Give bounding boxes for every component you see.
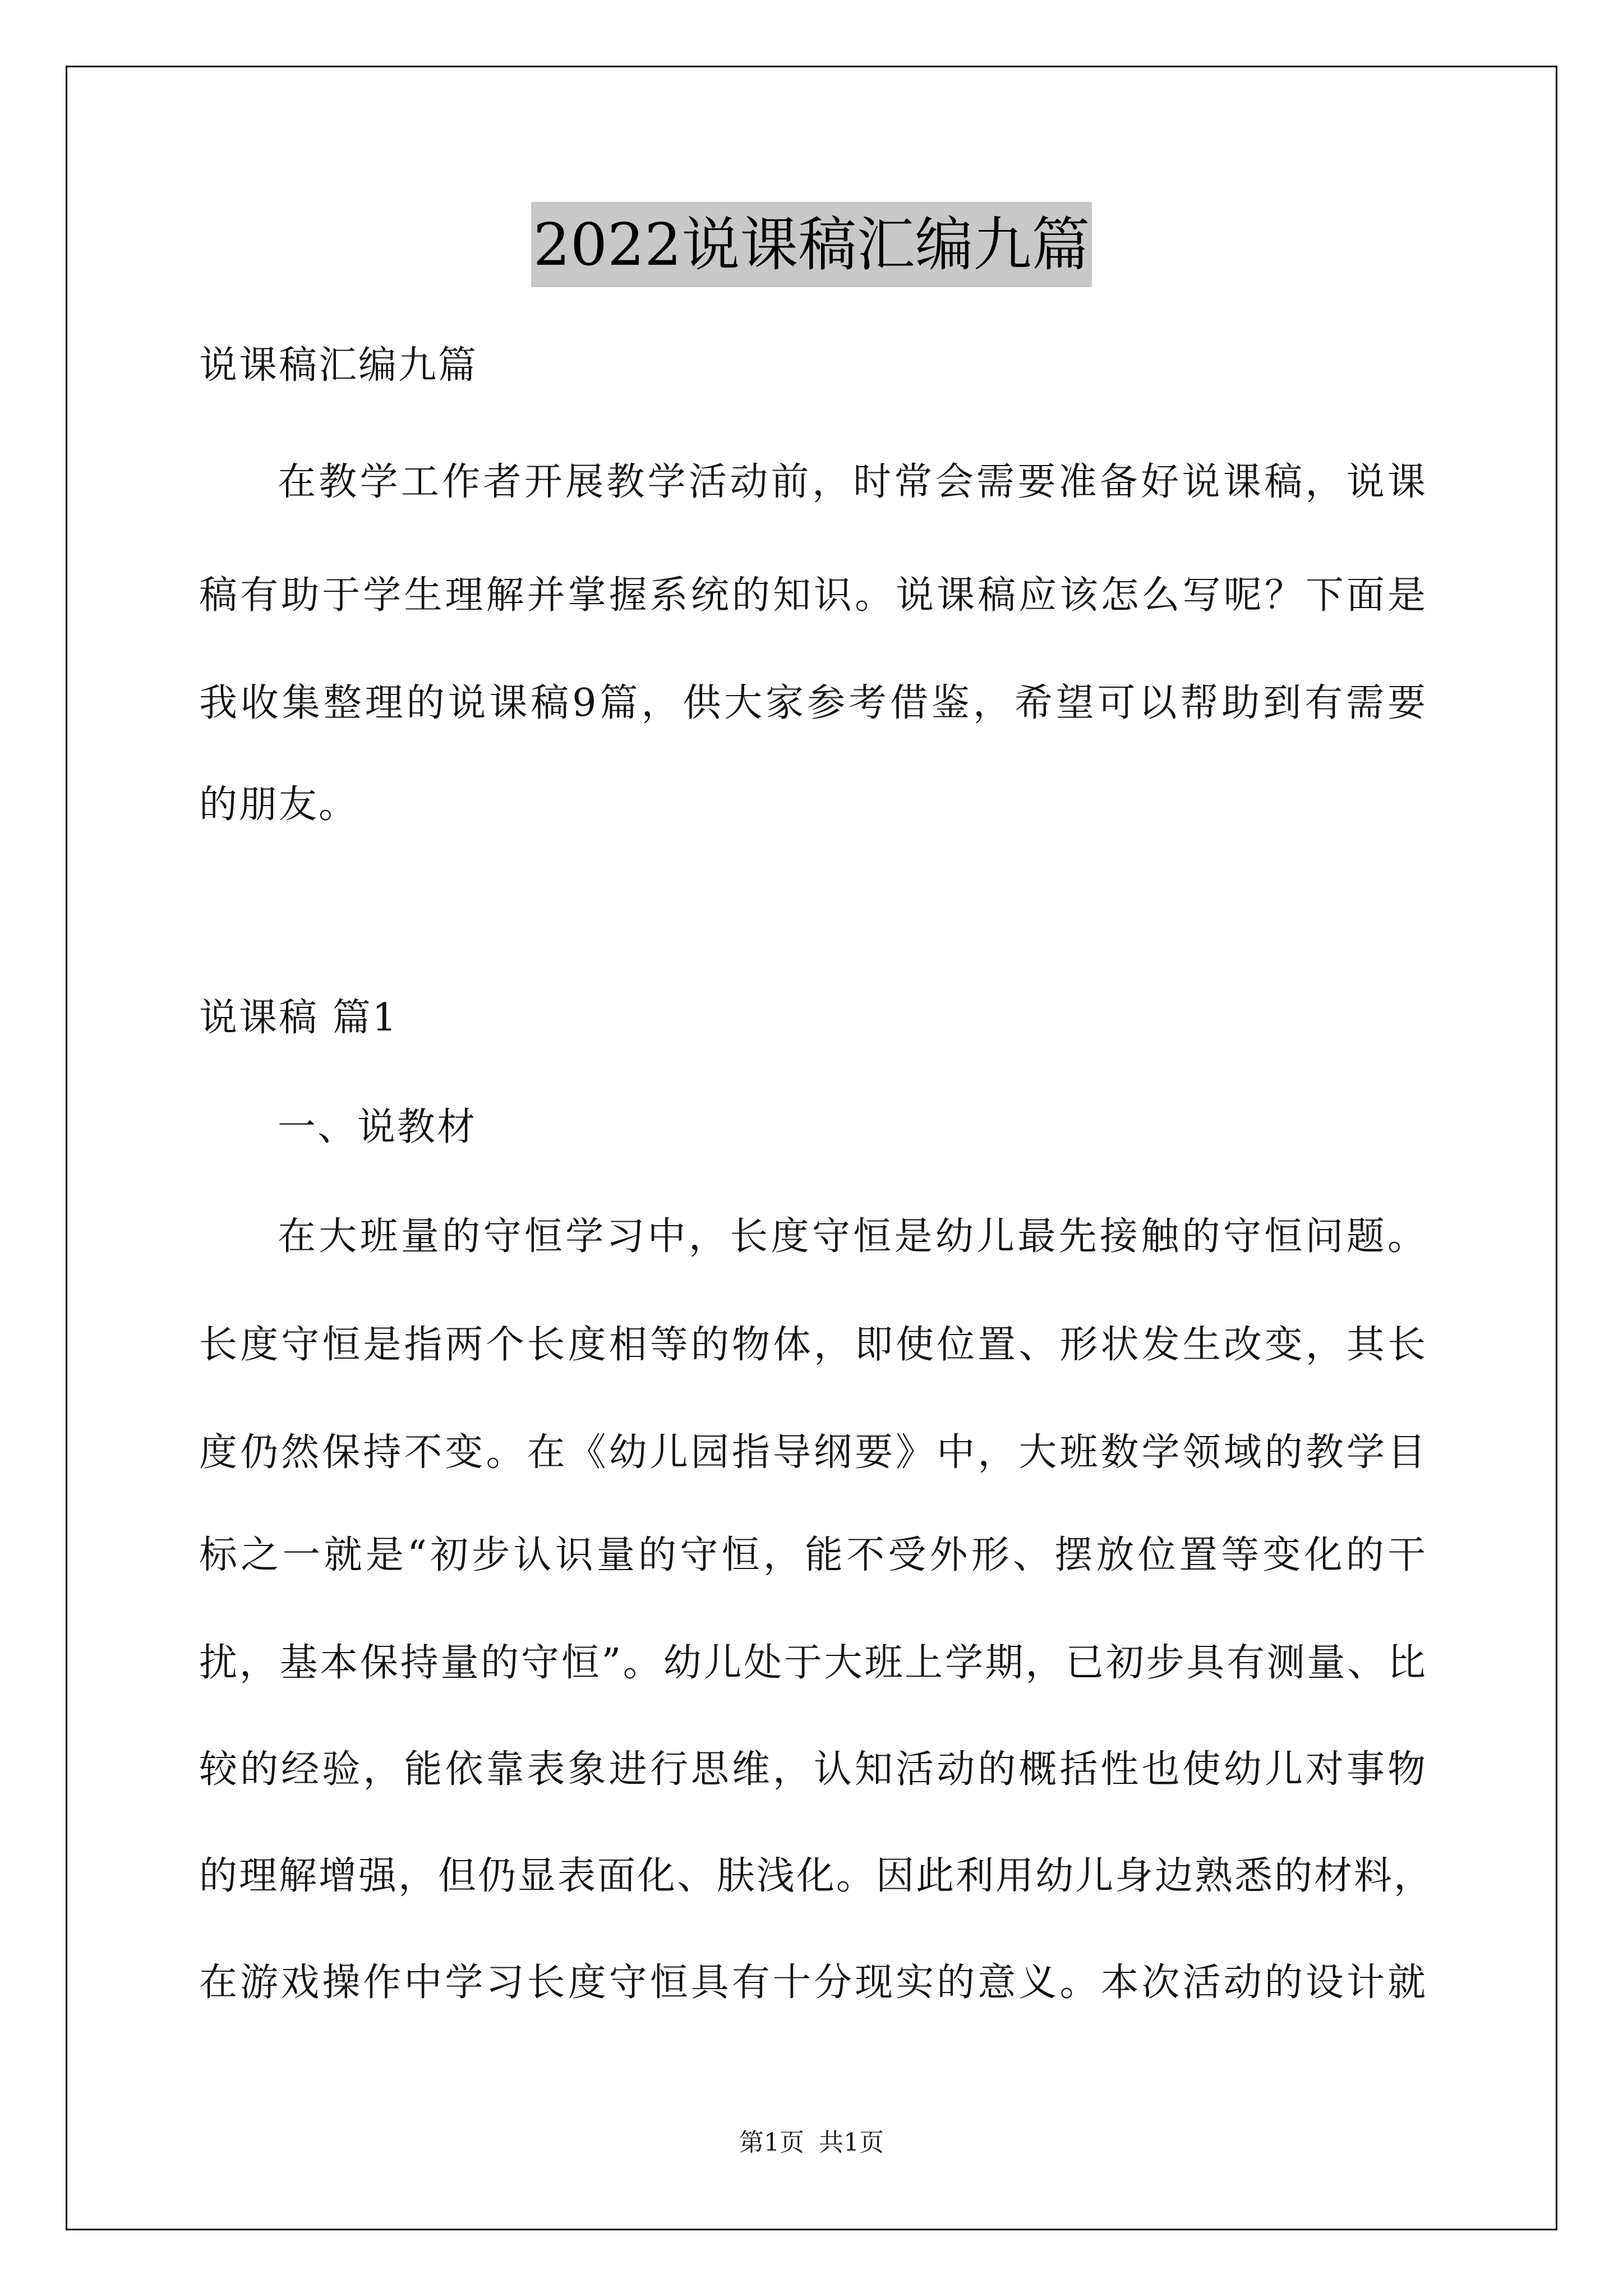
body-line-5: 扰，基本保持量的守恒”。幼儿处于大班上学期，已初步具有测量、比 bbox=[199, 1641, 1427, 1685]
page-footer: 第1页 共1页 bbox=[739, 2128, 884, 2157]
title-container bbox=[0, 202, 1623, 287]
intro-line-2: 稿有助于学生理解并掌握系统的知识。说课稿应该怎么写呢？下面是 bbox=[199, 573, 1427, 618]
body-line-7: 的理解增强，但仍显表面化、肤浅化。因此利用幼儿身边熟悉的材料， bbox=[199, 1854, 1434, 1898]
section-heading: 说课稿 篇1 bbox=[199, 996, 398, 1040]
subsection-heading: 一、说教材 bbox=[278, 1105, 477, 1149]
subtitle-line: 说课稿汇编九篇 bbox=[199, 343, 478, 388]
body-line-3: 度仍然保持不变。在《幼儿园指导纲要》中，大班数学领域的教学目 bbox=[199, 1430, 1427, 1475]
intro-line-1: 在教学工作者开展教学活动前，时常会需要准备好说课稿，说课 bbox=[278, 460, 1427, 504]
document-title: 2022说课稿汇编九篇 bbox=[531, 202, 1092, 287]
body-line-2: 长度守恒是指两个长度相等的物体，即使位置、形状发生改变，其长 bbox=[199, 1323, 1427, 1367]
body-line-6: 较的经验，能依靠表象进行思维，认知活动的概括性也使幼儿对事物 bbox=[199, 1747, 1427, 1792]
body-line-4: 标之一就是“初步认识量的守恒，能不受外形、摆放位置等变化的干 bbox=[199, 1533, 1427, 1577]
intro-line-3: 我收集整理的说课稿9篇，供大家参考借鉴，希望可以帮助到有需要 bbox=[199, 681, 1427, 725]
body-line-8: 在游戏操作中学习长度守恒具有十分现实的意义。本次活动的设计就 bbox=[199, 1961, 1427, 2005]
body-line-1: 在大班量的守恒学习中，长度守恒是幼儿最先接触的守恒问题。 bbox=[278, 1214, 1427, 1259]
intro-line-4: 的朋友。 bbox=[199, 783, 359, 827]
